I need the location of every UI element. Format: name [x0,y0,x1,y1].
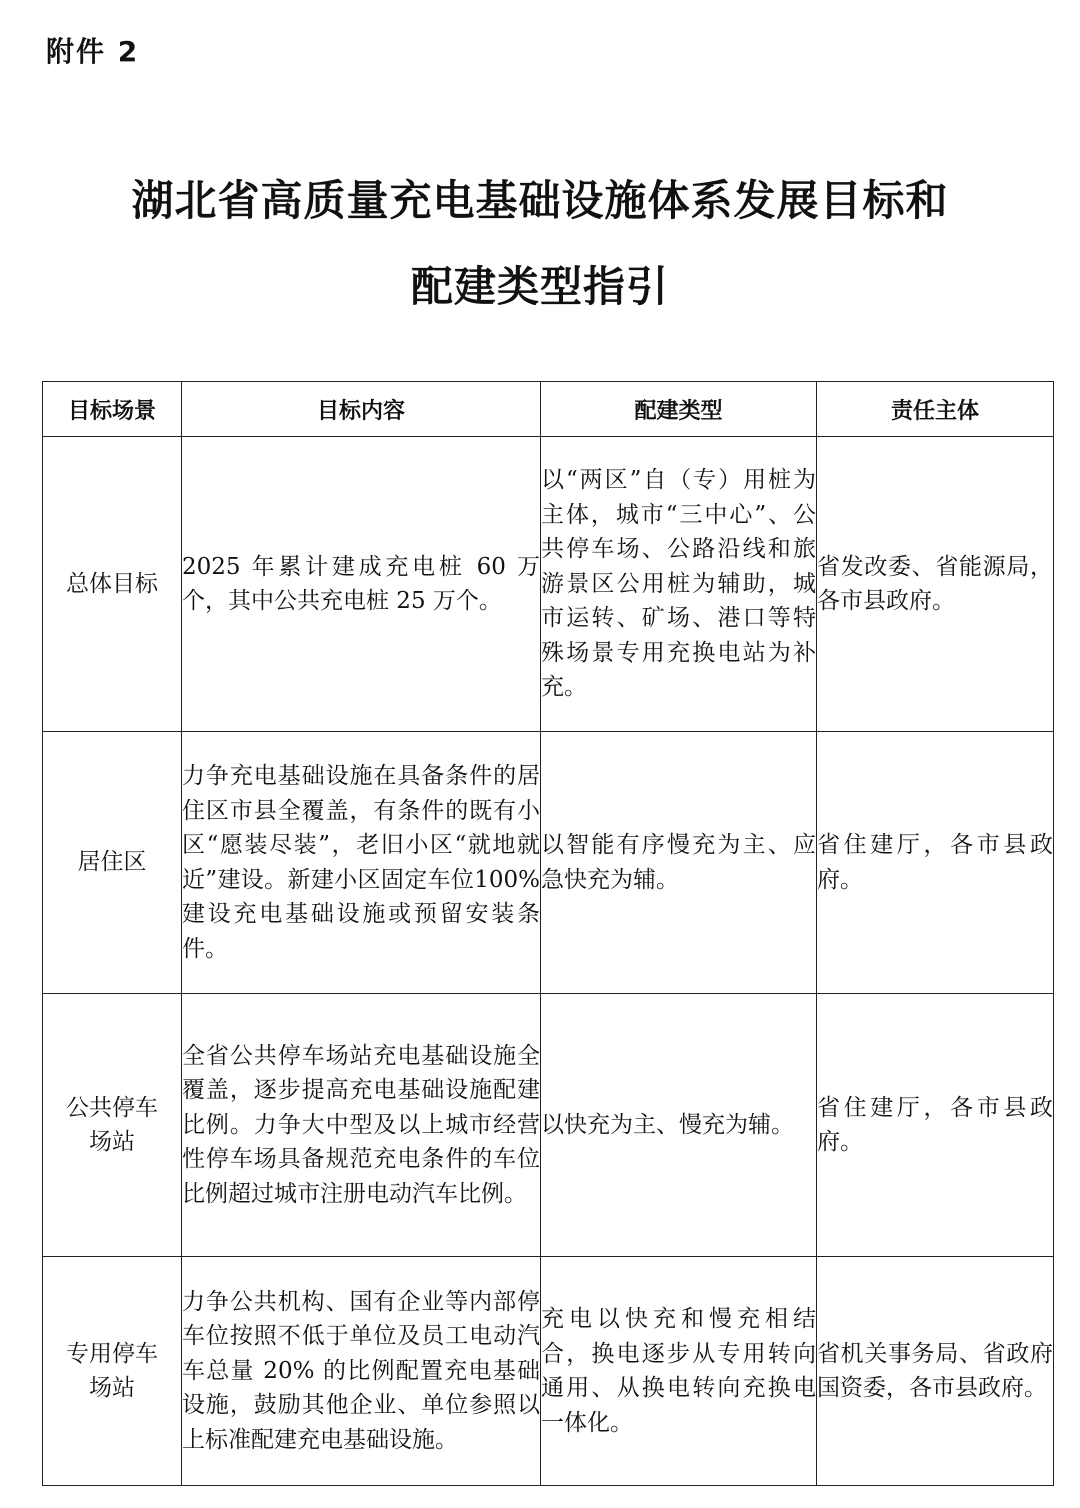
cell-content: 力争充电基础设施在具备条件的居住区市县全覆盖，有条件的既有小区“愿装尽装”，老旧小区“就地就近”建设。新建小区固定车位100%建设充电基础设施或预留安装条件。 [182,732,541,994]
cell-scene-text: 专用停车场站 [66,1340,158,1401]
cell-type: 以“两区”自（专）用桩为主体，城市“三中心”、公共停车场、公路沿线和旅游景区公用桩为辅助，城市运转、矿场、港口等特殊场景专用充换电站为补充。 [541,437,817,732]
cell-responsible: 省机关事务局、省政府国资委，各市县政府。 [817,1257,1054,1486]
cell-content: 力争公共机构、国有企业等内部停车位按照不低于单位及员工电动汽车总量 20% 的比例配置充电基础设施，鼓励其他企业、单位参照以上标准配建充电基础设施。 [182,1257,541,1486]
cell-responsible: 省住建厅，各市县政府。 [817,994,1054,1257]
cell-scene: 居住区 [43,732,182,994]
cell-responsible: 省发改委、省能源局，各市县政府。 [817,437,1054,732]
table-row [43,437,1054,732]
page-title-line-1: 湖北省高质量充电基础设施体系发展目标和 [131,176,949,225]
cell-scene: 总体目标 [43,437,182,732]
header-content: 目标内容 [182,382,541,437]
cell-content: 全省公共停车场站充电基础设施全覆盖，逐步提高充电基础设施配建比例。力争大中型及以上城市经营性停车场具备规范充电条件的车位比例超过城市注册电动汽车比例。 [182,994,541,1257]
attachment-label: 附件 2 [46,35,140,68]
cell-responsible: 省住建厅，各市县政府。 [817,732,1054,994]
cell-type: 以快充为主、慢充为辅。 [541,994,817,1257]
header-scene: 目标场景 [43,382,182,437]
header-responsible: 责任主体 [817,382,1054,437]
table-row [43,732,1054,994]
cell-scene-text: 公共停车场站 [66,1094,158,1155]
table-row [43,1257,1054,1486]
cell-scene [43,994,182,1257]
cell-scene [43,1257,182,1486]
table-header-row [43,382,1054,437]
cell-type: 以智能有序慢充为主、应急快充为辅。 [541,732,817,994]
page-title-line-2: 配建类型指引 [410,262,669,311]
table-row [43,994,1054,1257]
header-type: 配建类型 [541,382,817,437]
guidance-table [42,381,1054,1486]
cell-content: 2025 年累计建成充电桩 60 万个，其中公共充电桩 25 万个。 [182,437,541,732]
cell-type: 充电以快充和慢充相结合，换电逐步从专用转向通用、从换电转向充换电一体化。 [541,1257,817,1486]
